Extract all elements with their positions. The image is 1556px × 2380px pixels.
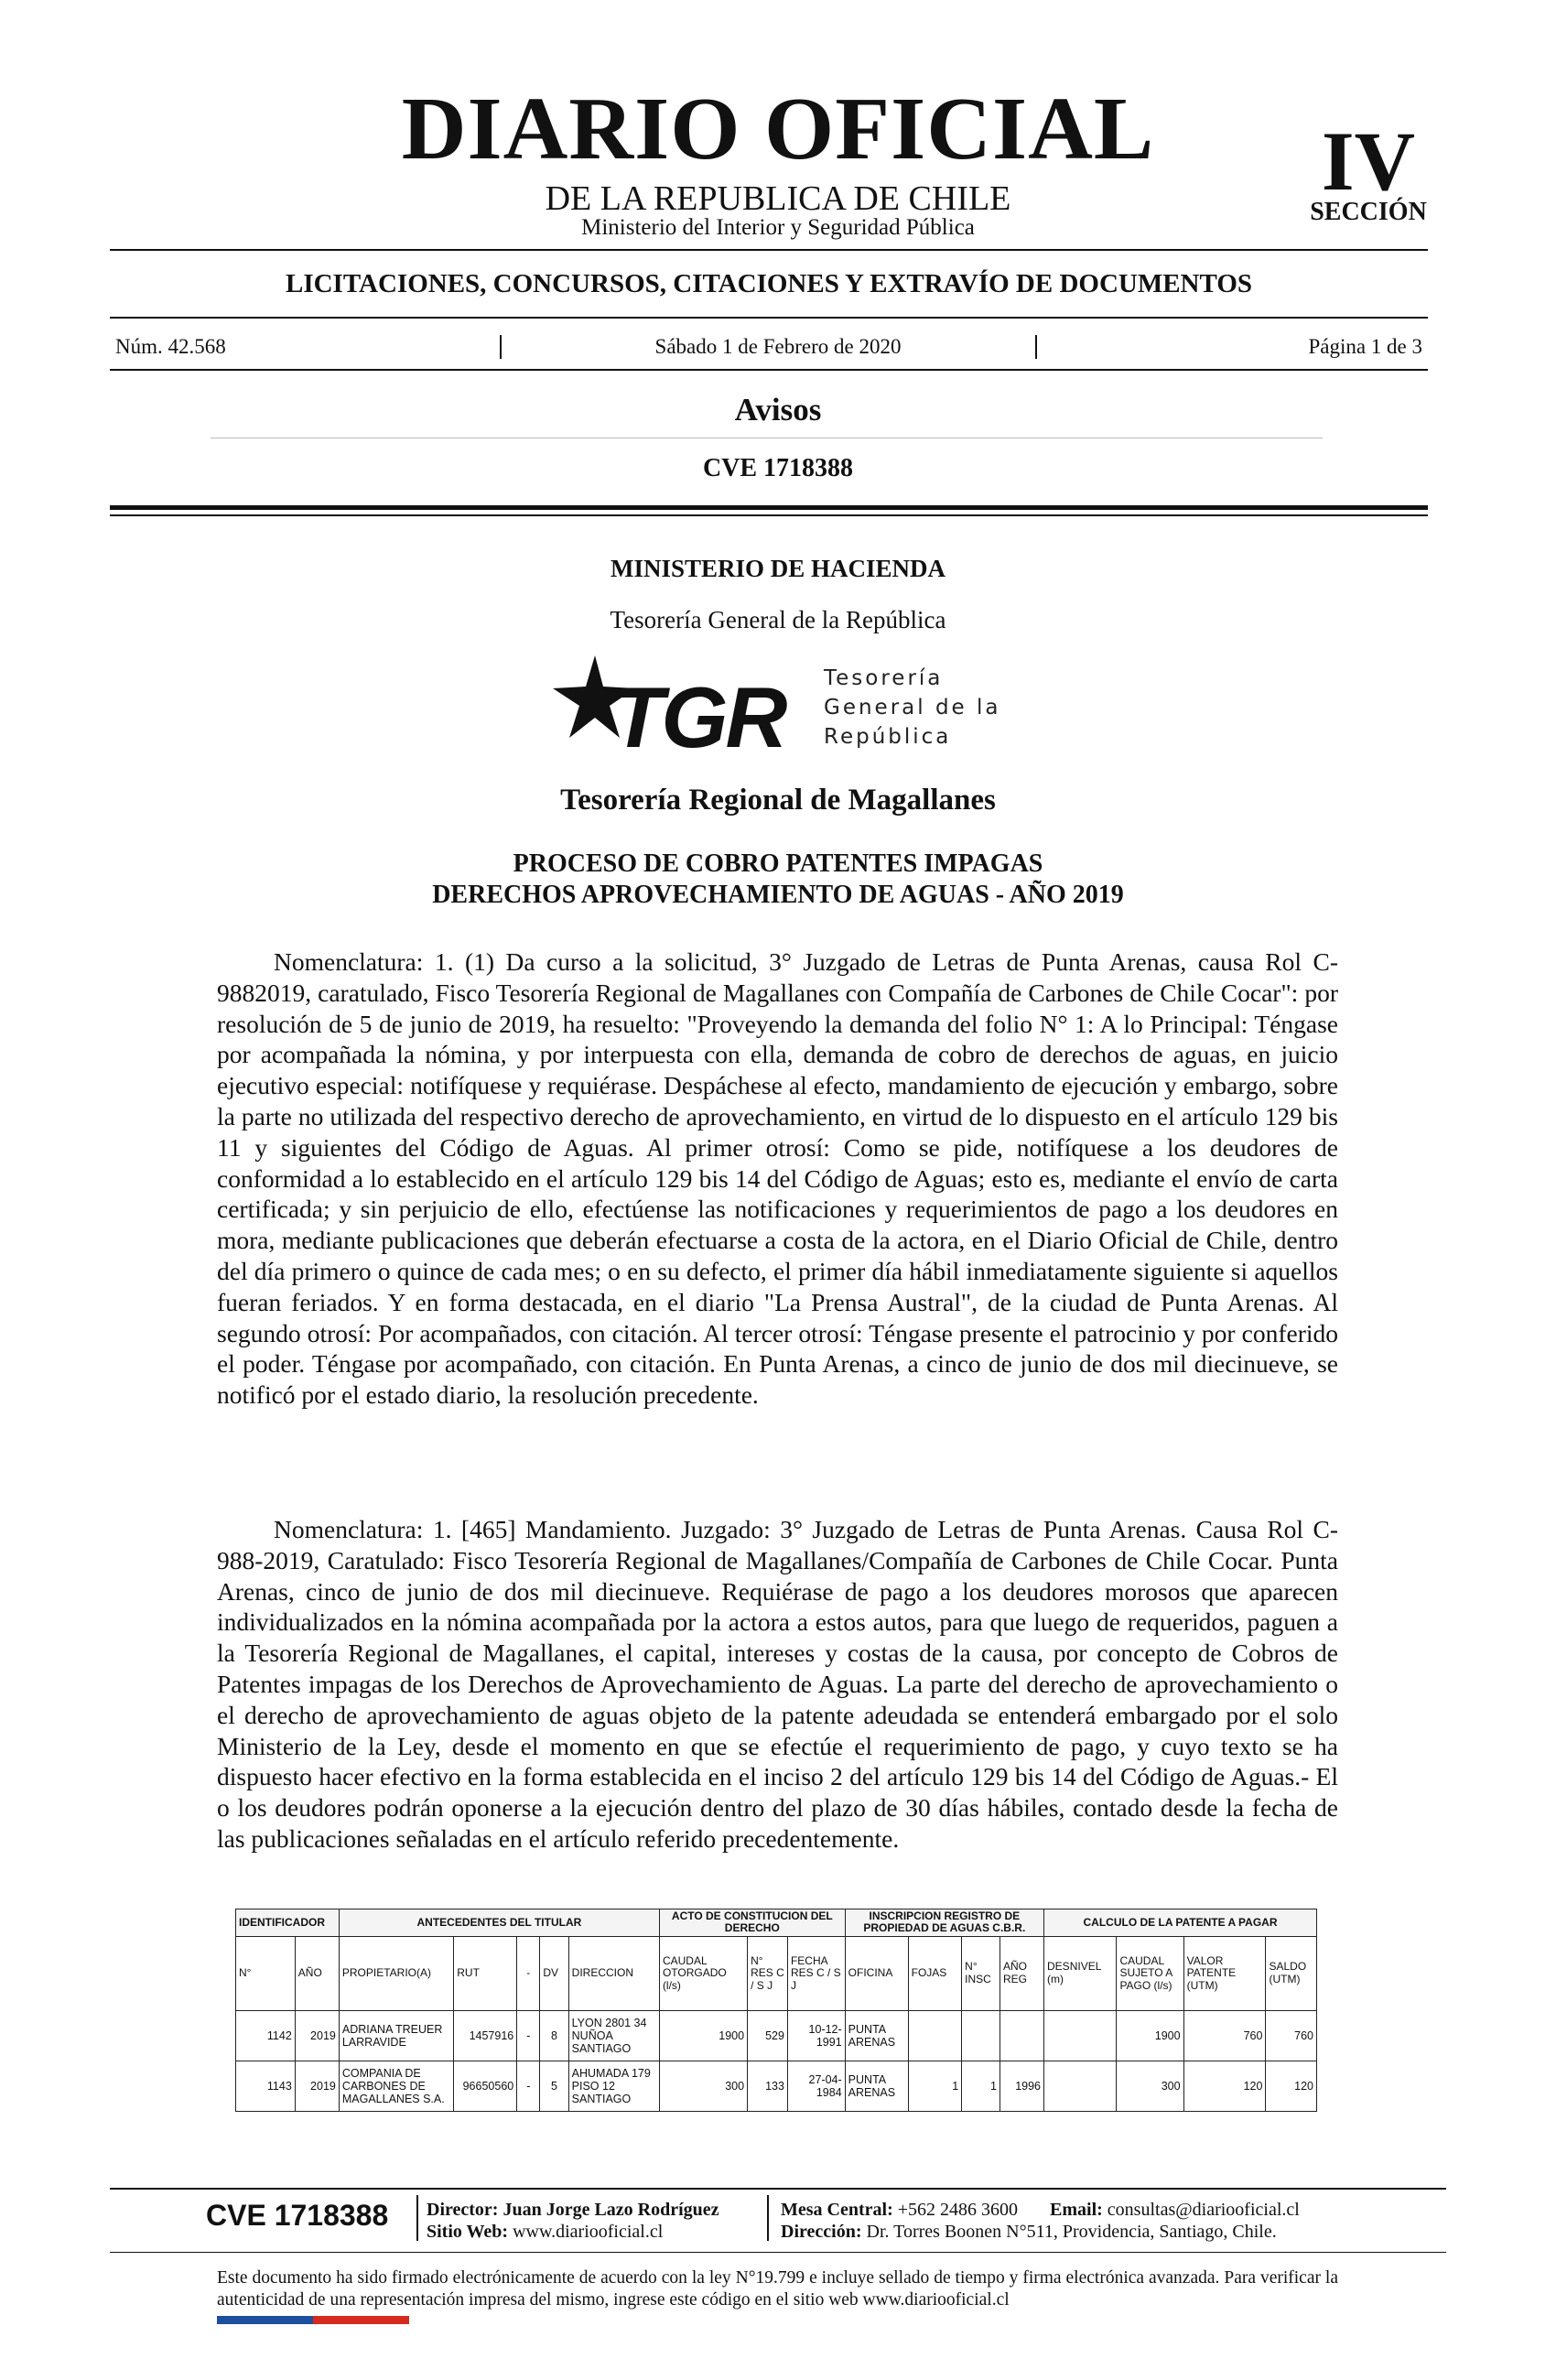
group-header: IDENTIFICADOR (236, 1909, 340, 1937)
cell-rut: 1457916 (454, 2010, 517, 2061)
cell-fojas: 1 (908, 2061, 962, 2111)
cell-nres: 529 (748, 2010, 788, 2061)
column-header: N° (236, 1936, 296, 2010)
logo-line-1: Tesorería (824, 666, 944, 690)
address-value: Dr. Torres Boonen N°511, Providencia, Santiago, Chile. (866, 2222, 1277, 2242)
cell-saldo: 120 (1266, 2061, 1317, 2111)
office-title: Tesorería Regional de Magallanes (560, 784, 996, 817)
table-group-row (236, 1909, 1317, 1937)
cell-fojas (908, 2010, 962, 2061)
masthead-rule (110, 249, 1428, 251)
table-row (236, 2010, 1317, 2061)
masthead-ministry: Ministerio del Interior y Seguridad Pública (581, 215, 975, 240)
column-header: DIRECCION (568, 1936, 659, 2010)
meta-separator (1035, 335, 1037, 359)
column-header: RUT (454, 1936, 517, 2010)
group-header: ACTO DE CONSTITUCION DEL DERECHO (659, 1909, 845, 1937)
footer-rule-bottom (110, 2252, 1446, 2253)
cell-propietario: ADRIANA TREUER LARRAVIDE (339, 2010, 453, 2061)
section-heading: Avisos (734, 392, 822, 427)
email-label: Email: (1050, 2200, 1103, 2220)
director-label: Director: (427, 2200, 499, 2220)
signature-notice: Este documento ha sido firmado electrónicamente de acuerdo con la ley N°19.799 e incluye sellado de tiempo y firma electrónica avanzada. Para verificar la autenticidad de una representación impresa del mismo, ingrese este código en el sitio web www.diariooficial.cl (217, 2268, 1338, 2310)
column-header: N° INSC (962, 1936, 1000, 2010)
process-title-line-1: PROCESO DE COBRO PATENTES IMPAGAS (513, 849, 1043, 878)
masthead-subtitle: DE LA REPUBLICA DE CHILE (545, 179, 1011, 218)
column-header: DV (540, 1936, 568, 2010)
tgr-logo (549, 648, 1025, 758)
cell-anio-reg (1000, 2010, 1043, 2061)
cell-caudal: 1900 (659, 2010, 747, 2061)
column-header: SALDO (UTM) (1266, 1936, 1317, 2010)
section-number: IV (1321, 114, 1416, 208)
footer-rule-top (110, 2188, 1446, 2190)
column-header: PROPIETARIO(A) (339, 1936, 453, 2010)
column-header: AÑO (295, 1936, 339, 2010)
cell-direccion: LYON 2801 34 NUÑOA SANTIAGO (568, 2010, 659, 2061)
cell-dv: 8 (540, 2010, 568, 2061)
phone-label: Mesa Central: (781, 2200, 893, 2220)
cell-n-insc: 1 (962, 2061, 1000, 2111)
cell-dv: 5 (540, 2061, 568, 2111)
cell-rut: 96650560 (454, 2061, 517, 2111)
column-header: - (517, 1936, 540, 2010)
issue-date: Sábado 1 de Febrero de 2020 (654, 335, 902, 358)
logo-line-3: República (824, 725, 952, 749)
logo-mark: TGR (611, 669, 785, 758)
cell-oficina: PUNTA ARENAS (845, 2010, 908, 2061)
cell-valor-patente: 120 (1183, 2061, 1266, 2111)
cell-dash: - (517, 2010, 540, 2061)
cve-code: CVE 1718388 (702, 454, 854, 482)
column-header: VALOR PATENTE (UTM) (1183, 1936, 1266, 2010)
footer-contact (781, 2201, 1300, 2219)
cell-anio-reg: 1996 (1000, 2061, 1043, 2111)
cell-anio: 2019 (295, 2061, 339, 2111)
footer-divider (416, 2195, 418, 2241)
body-paragraph-1: Nomenclatura: 1. (1) Da curso a la solicitud, 3° Juzgado de Letras de Punta Arenas, causa Rol C-9882019, caratulado, Fisco Tesorería Regional de Magallanes con Compañía de Carbones de Chile Cocar": por resolución de 5 de junio de 2019, ha resuelto: "Proveyendo la demanda del folio N° 1: A lo Principal: Téngase por acompañada la nómina, y por interpuesta con ella, demanda de cobro de derechos de aguas, en juicio ejecutivo especial: notifíquese y requiérase. Despáchese al efecto, mandamiento de ejecución y embargo, sobre la parte no utilizada del respectivo derecho de aprovechamiento, en virtud de lo dispuesto en el artículo 129 bis 11 y siguientes del Código de Aguas. Al primer otrosí: Como se pide, notifíquese a los deudores de conformidad a lo establecido en el artículo 129 bis 14 del Código de Aguas; esto es, mediante el envío de carta certificada; y sin perjuicio de ello, efectúense las notificaciones y requerimientos de pago a los deudores en mora, mediante publicaciones que deberán efectuarse a costa de la actora, en el Diario Oficial de Chile, dentro del día primero o quince de cada mes; o en su defecto, el primer día hábil inmediatamente siguiente si aquellos fueran feriados. Y en forma destacada, en el diario "La Prensa Austral", de la ciudad de Punta Arenas. Al segundo otrosí: Por acompañados, con citación. Al tercer otrosí: Téngase presente el patrocinio y por conferido el poder. Téngase por acompañado, con citación. En Punta Arenas, a cinco de junio de dos mil diecinueve, se notificó por el estado diario, la resolución precedente. (217, 947, 1338, 1410)
debtors-table (235, 1909, 1317, 2112)
table-row (236, 2061, 1317, 2111)
sub-organization: Tesorería General de la República (610, 606, 946, 633)
cell-direccion: AHUMADA 179 PISO 12 SANTIAGO (568, 2061, 659, 2111)
group-header: CALCULO DE LA PATENTE A PAGAR (1044, 1909, 1317, 1937)
director-name: Juan Jorge Lazo Rodríguez (502, 2200, 719, 2220)
cell-caudal: 300 (659, 2061, 747, 2111)
footer-cve: CVE 1718388 (206, 2199, 389, 2232)
cell-fecha-res: 27-04-1984 (787, 2061, 845, 2111)
cell-anio: 2019 (295, 2010, 339, 2061)
footer-address (781, 2223, 1277, 2241)
organization-title: MINISTERIO DE HACIENDA (610, 555, 946, 582)
cell-nres: 133 (748, 2061, 788, 2111)
issue-number: Núm. 42.568 (115, 335, 226, 358)
cve-rule-thin (110, 514, 1428, 516)
cell-oficina: PUNTA ARENAS (845, 2061, 908, 2111)
process-title-line-2: DERECHOS APROVECHAMIENTO DE AGUAS - AÑO 2019 (432, 881, 1124, 909)
group-header: ANTECEDENTES DEL TITULAR (339, 1909, 659, 1937)
cell-valor-patente: 760 (1183, 2010, 1266, 2061)
phone-value: +562 2486 3600 (897, 2200, 1019, 2220)
column-header: OFICINA (845, 1936, 908, 2010)
column-header: DESNIVEL (m) (1044, 1936, 1117, 2010)
table-header-row (236, 1936, 1317, 2010)
column-header: FOJAS (908, 1936, 962, 2010)
section-label: SECCIÓN (1310, 198, 1427, 226)
footer-divider (767, 2195, 769, 2241)
cve-rule-thick (110, 505, 1428, 510)
footer-website (427, 2223, 663, 2241)
flag-stripe-blue (217, 2316, 313, 2324)
section-rule (110, 317, 1428, 319)
page-indicator: Página 1 de 3 (1308, 335, 1422, 358)
flag-stripe-red (313, 2316, 409, 2324)
column-header: CAUDAL OTORGADO (l/s) (659, 1936, 747, 2010)
address-label: Dirección: (781, 2222, 862, 2242)
column-header: FECHA RES C / S J (787, 1936, 845, 2010)
cell-n: 1143 (236, 2061, 296, 2111)
cell-n-insc (962, 2010, 1000, 2061)
group-header: INSCRIPCION REGISTRO DE PROPIEDAD DE AGUAS C.B.R. (845, 1909, 1043, 1937)
cell-desnivel (1044, 2061, 1117, 2111)
cell-caudal-sujeto: 1900 (1117, 2010, 1183, 2061)
email-link[interactable]: consultas@diariooficial.cl (1107, 2200, 1300, 2220)
cell-saldo: 760 (1266, 2010, 1317, 2061)
column-header: N° RES C / S J (748, 1936, 788, 2010)
masthead-title: DIARIO OFICIAL (401, 80, 1155, 178)
cell-caudal-sujeto: 300 (1117, 2061, 1183, 2111)
meta-rule (110, 369, 1428, 371)
column-header: AÑO REG (1000, 1936, 1043, 2010)
body-paragraph-2: Nomenclatura: 1. [465] Mandamiento. Juzgado: 3° Juzgado de Letras de Punta Arenas. Causa Rol C-988-2019, Caratulado: Fisco Tesorería Regional de Magallanes/Compañía de Carbones de Chile Cocar. Punta Arenas, cinco de junio de dos mil diecinueve. Requiérase de pago a los deudores morosos que aparecen individualizados en la nómina acompañada por la actora a estos autos, para que luego de requeridos, paguen a la Tesorería Regional de Magallanes, el capital, intereses y costas de la causa, por concepto de Cobros de Patentes impagas de los Derechos de Aprovechamiento de Aguas. La parte del derecho de aprovechamiento o el derecho de aprovechamiento de aguas objeto de la patente adeudada se entenderá embargado por el solo Ministerio de la Ley, desde el momento en que se efectúe el requerimiento de pago, y cuyo texto se ha dispuesto hacer efectivo en la forma establecida en el inciso 2 del artículo 129 bis 14 del Código de Aguas.- El o los deudores podrán oponerse a la ejecución dentro del plazo de 30 días hábiles, contado desde la fecha de las publicaciones señaladas en el artículo referido precedentemente. (217, 1515, 1338, 1853)
footer-director (427, 2201, 719, 2219)
cell-dash: - (517, 2061, 540, 2111)
column-header: CAUDAL SUJETO A PAGO (l/s) (1117, 1936, 1183, 2010)
section-title: LICITACIONES, CONCURSOS, CITACIONES Y EXTRAVÍO DE DOCUMENTOS (285, 269, 1253, 298)
cell-propietario: COMPANIA DE CARBONES DE MAGALLANES S.A. (339, 2061, 453, 2111)
cell-fecha-res: 10-12-1991 (787, 2010, 845, 2061)
cell-n: 1142 (236, 2010, 296, 2061)
web-label: Sitio Web: (427, 2222, 509, 2242)
logo-line-2: General de la (824, 696, 1001, 719)
web-link[interactable]: www.diariooficial.cl (513, 2222, 664, 2242)
cell-desnivel (1044, 2010, 1117, 2061)
